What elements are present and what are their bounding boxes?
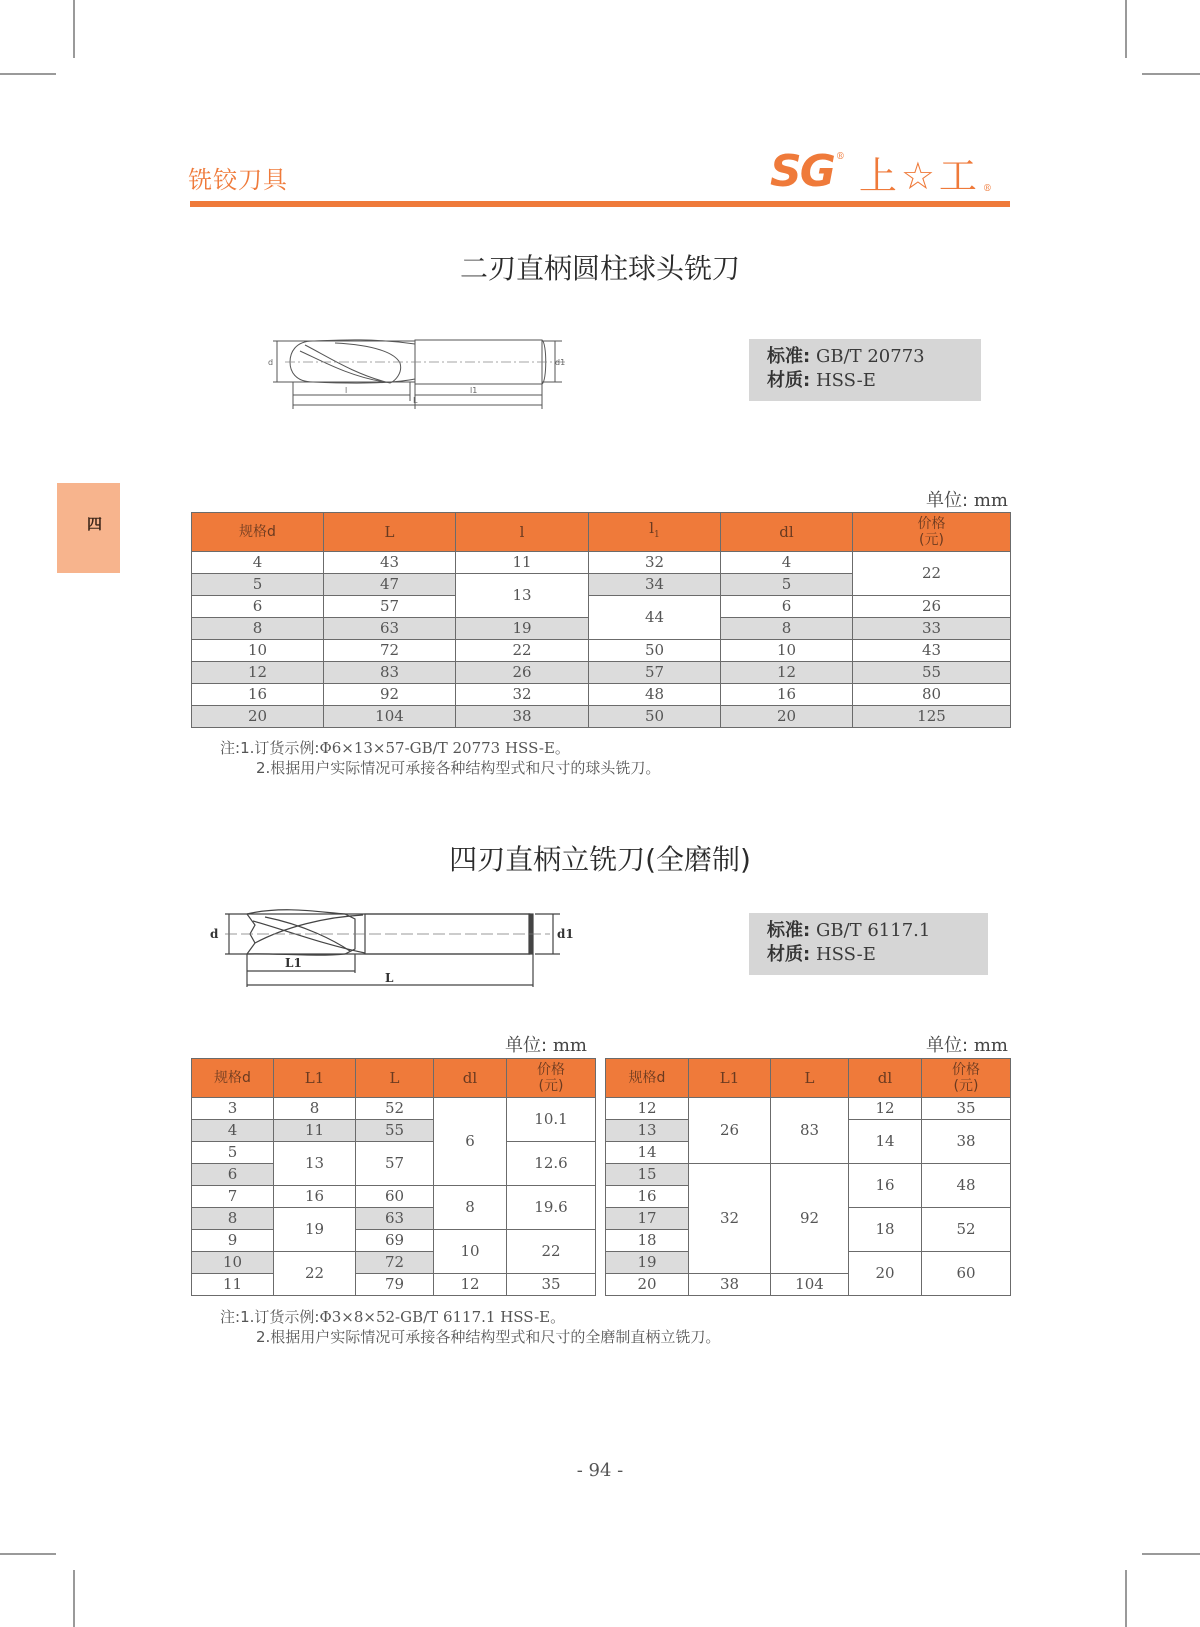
order-example: Φ3×8×52-GB/T 6117.1 HSS-E。 xyxy=(319,1308,566,1326)
end-mill-diagram xyxy=(205,905,575,990)
table-row: 3 8 52 6 10.1 xyxy=(192,1098,596,1120)
col-header-L: L xyxy=(324,513,456,552)
col-header-d1: dl xyxy=(721,513,853,552)
dim-label-L: L xyxy=(413,396,418,405)
table-row: 7 16 60 8 19.6 xyxy=(192,1186,596,1208)
dim-label-d: d xyxy=(268,358,274,367)
col-header-l1: $l_1$ xyxy=(589,513,721,552)
dim-label-L1: L1 xyxy=(285,956,302,970)
registered-mark: ® xyxy=(835,152,845,162)
spec-box xyxy=(749,913,988,975)
col-header-price: 价格 (元) xyxy=(853,513,1011,552)
col-header-L1: L1 xyxy=(689,1059,771,1098)
table-row: 15 32 92 16 48 xyxy=(606,1164,1011,1186)
page-number: - 94 - xyxy=(576,1460,624,1481)
col-header-d: 规格d xyxy=(214,1070,251,1086)
table-row: 12 26 83 12 35 xyxy=(606,1098,1011,1120)
product-title: 四刃直柄立铣刀(全磨制) xyxy=(449,843,751,876)
table-row: 19 20 60 xyxy=(606,1252,1011,1274)
col-header-L1: L1 xyxy=(274,1059,356,1098)
table-row: 11 79 12 35 xyxy=(192,1274,596,1296)
dim-label-d1: d1 xyxy=(555,358,566,367)
product-title: 二刃直柄圆柱球头铣刀 xyxy=(459,252,740,285)
table-row: 10 72 22 50 10 43 xyxy=(192,640,1011,662)
unit-label-right: 单位: mm xyxy=(926,1035,1008,1056)
unit-label: 单位: mm xyxy=(926,490,1008,511)
col-header-d1: dl xyxy=(434,1059,507,1098)
col-header-d1: dl xyxy=(849,1059,922,1098)
registered-mark: ® xyxy=(982,184,992,194)
table-row: 20 104 38 50 20 125 xyxy=(192,706,1011,728)
table-row: 17 18 52 xyxy=(606,1208,1011,1230)
table-row: 20 38 104 xyxy=(606,1274,1011,1296)
order-example: Φ6×13×57-GB/T 20773 HSS-E。 xyxy=(319,739,570,757)
crop-mark xyxy=(73,0,75,58)
crop-mark xyxy=(1125,0,1127,58)
crop-mark xyxy=(1142,73,1200,75)
standard-value: GB/T 6117.1 xyxy=(815,920,931,941)
col-header-L: L xyxy=(771,1059,849,1098)
material-label: 材质: xyxy=(767,944,811,965)
chapter-tab xyxy=(57,483,120,573)
crop-mark xyxy=(0,73,56,75)
table-row: 8 19 63 xyxy=(192,1208,596,1230)
table-row: 6 xyxy=(192,1164,596,1186)
table-row: 4 11 55 xyxy=(192,1120,596,1142)
material-value: HSS-E xyxy=(815,944,876,965)
end-mill-table-left xyxy=(191,1058,596,1296)
standard-value: GB/T 20773 xyxy=(815,346,925,367)
brand-logo xyxy=(770,146,992,198)
table-row: 18 xyxy=(606,1230,1011,1252)
dim-label-l: l xyxy=(345,386,348,395)
dim-label-l1: l1 xyxy=(470,386,478,395)
ball-end-mill-diagram xyxy=(265,335,585,425)
table-row: 8 63 19 8 33 xyxy=(192,618,1011,640)
col-header-d: 规格d xyxy=(628,1070,666,1086)
col-header-l: l xyxy=(456,513,589,552)
table-row: 12 83 26 57 12 55 xyxy=(192,662,1011,684)
spec-box xyxy=(749,339,981,401)
table-row: 16 xyxy=(606,1186,1011,1208)
unit-label-left: 单位: mm xyxy=(505,1035,587,1056)
table-row: 16 92 32 48 16 80 xyxy=(192,684,1011,706)
crop-mark xyxy=(0,1553,56,1555)
material-label: 材质: xyxy=(767,370,811,391)
notes: 注:1.订货示例:Φ3×8×52-GB/T 6117.1 HSS-E。 2.根据用户实际情况可承接各种结构型式和尺寸的全磨制直柄立铣刀。 xyxy=(220,1308,721,1346)
end-mill-table-right xyxy=(605,1058,1011,1296)
col-header-price: 价格 (元) xyxy=(507,1059,596,1098)
table-row: 4 43 11 32 4 22 xyxy=(192,552,1011,574)
table-header-row xyxy=(192,1059,596,1098)
standard-label: 标准: xyxy=(767,920,811,941)
dim-label-d: d xyxy=(210,927,219,941)
section-title: 铣铰刀具 xyxy=(188,166,288,194)
table-header-row xyxy=(606,1059,1011,1098)
crop-mark xyxy=(1125,1570,1127,1627)
table-row: 5 13 57 12.6 xyxy=(192,1142,596,1164)
header-rule xyxy=(190,201,1010,207)
logo-mark: SG xyxy=(770,146,834,197)
table-row: 14 xyxy=(606,1142,1011,1164)
table-row: 6 57 44 6 26 xyxy=(192,596,1011,618)
standard-label: 标准: xyxy=(767,346,811,367)
dim-label-L: L xyxy=(385,971,394,985)
col-header-price: 价格 (元) xyxy=(922,1059,1011,1098)
table-row: 9 69 10 22 xyxy=(192,1230,596,1252)
crop-mark xyxy=(73,1570,75,1627)
dim-label-d1: d1 xyxy=(557,927,574,941)
logo-text: 上☆工 xyxy=(858,153,981,198)
table-row: 13 14 38 xyxy=(606,1120,1011,1142)
material-value: HSS-E xyxy=(815,370,876,391)
table-header-row xyxy=(192,513,1011,552)
chapter-label: 四 xyxy=(86,514,102,533)
col-header-d: 规格d xyxy=(239,524,276,540)
table-row: 5 47 13 34 5 xyxy=(192,574,1011,596)
col-header-L: L xyxy=(356,1059,434,1098)
table-row: 10 22 72 xyxy=(192,1252,596,1274)
crop-mark xyxy=(1142,1553,1200,1555)
ball-end-mill-table xyxy=(191,512,1011,728)
notes: 注:1.订货示例:Φ6×13×57-GB/T 20773 HSS-E。 2.根据用户实际情况可承接各种结构型式和尺寸的球头铣刀。 xyxy=(220,739,661,777)
